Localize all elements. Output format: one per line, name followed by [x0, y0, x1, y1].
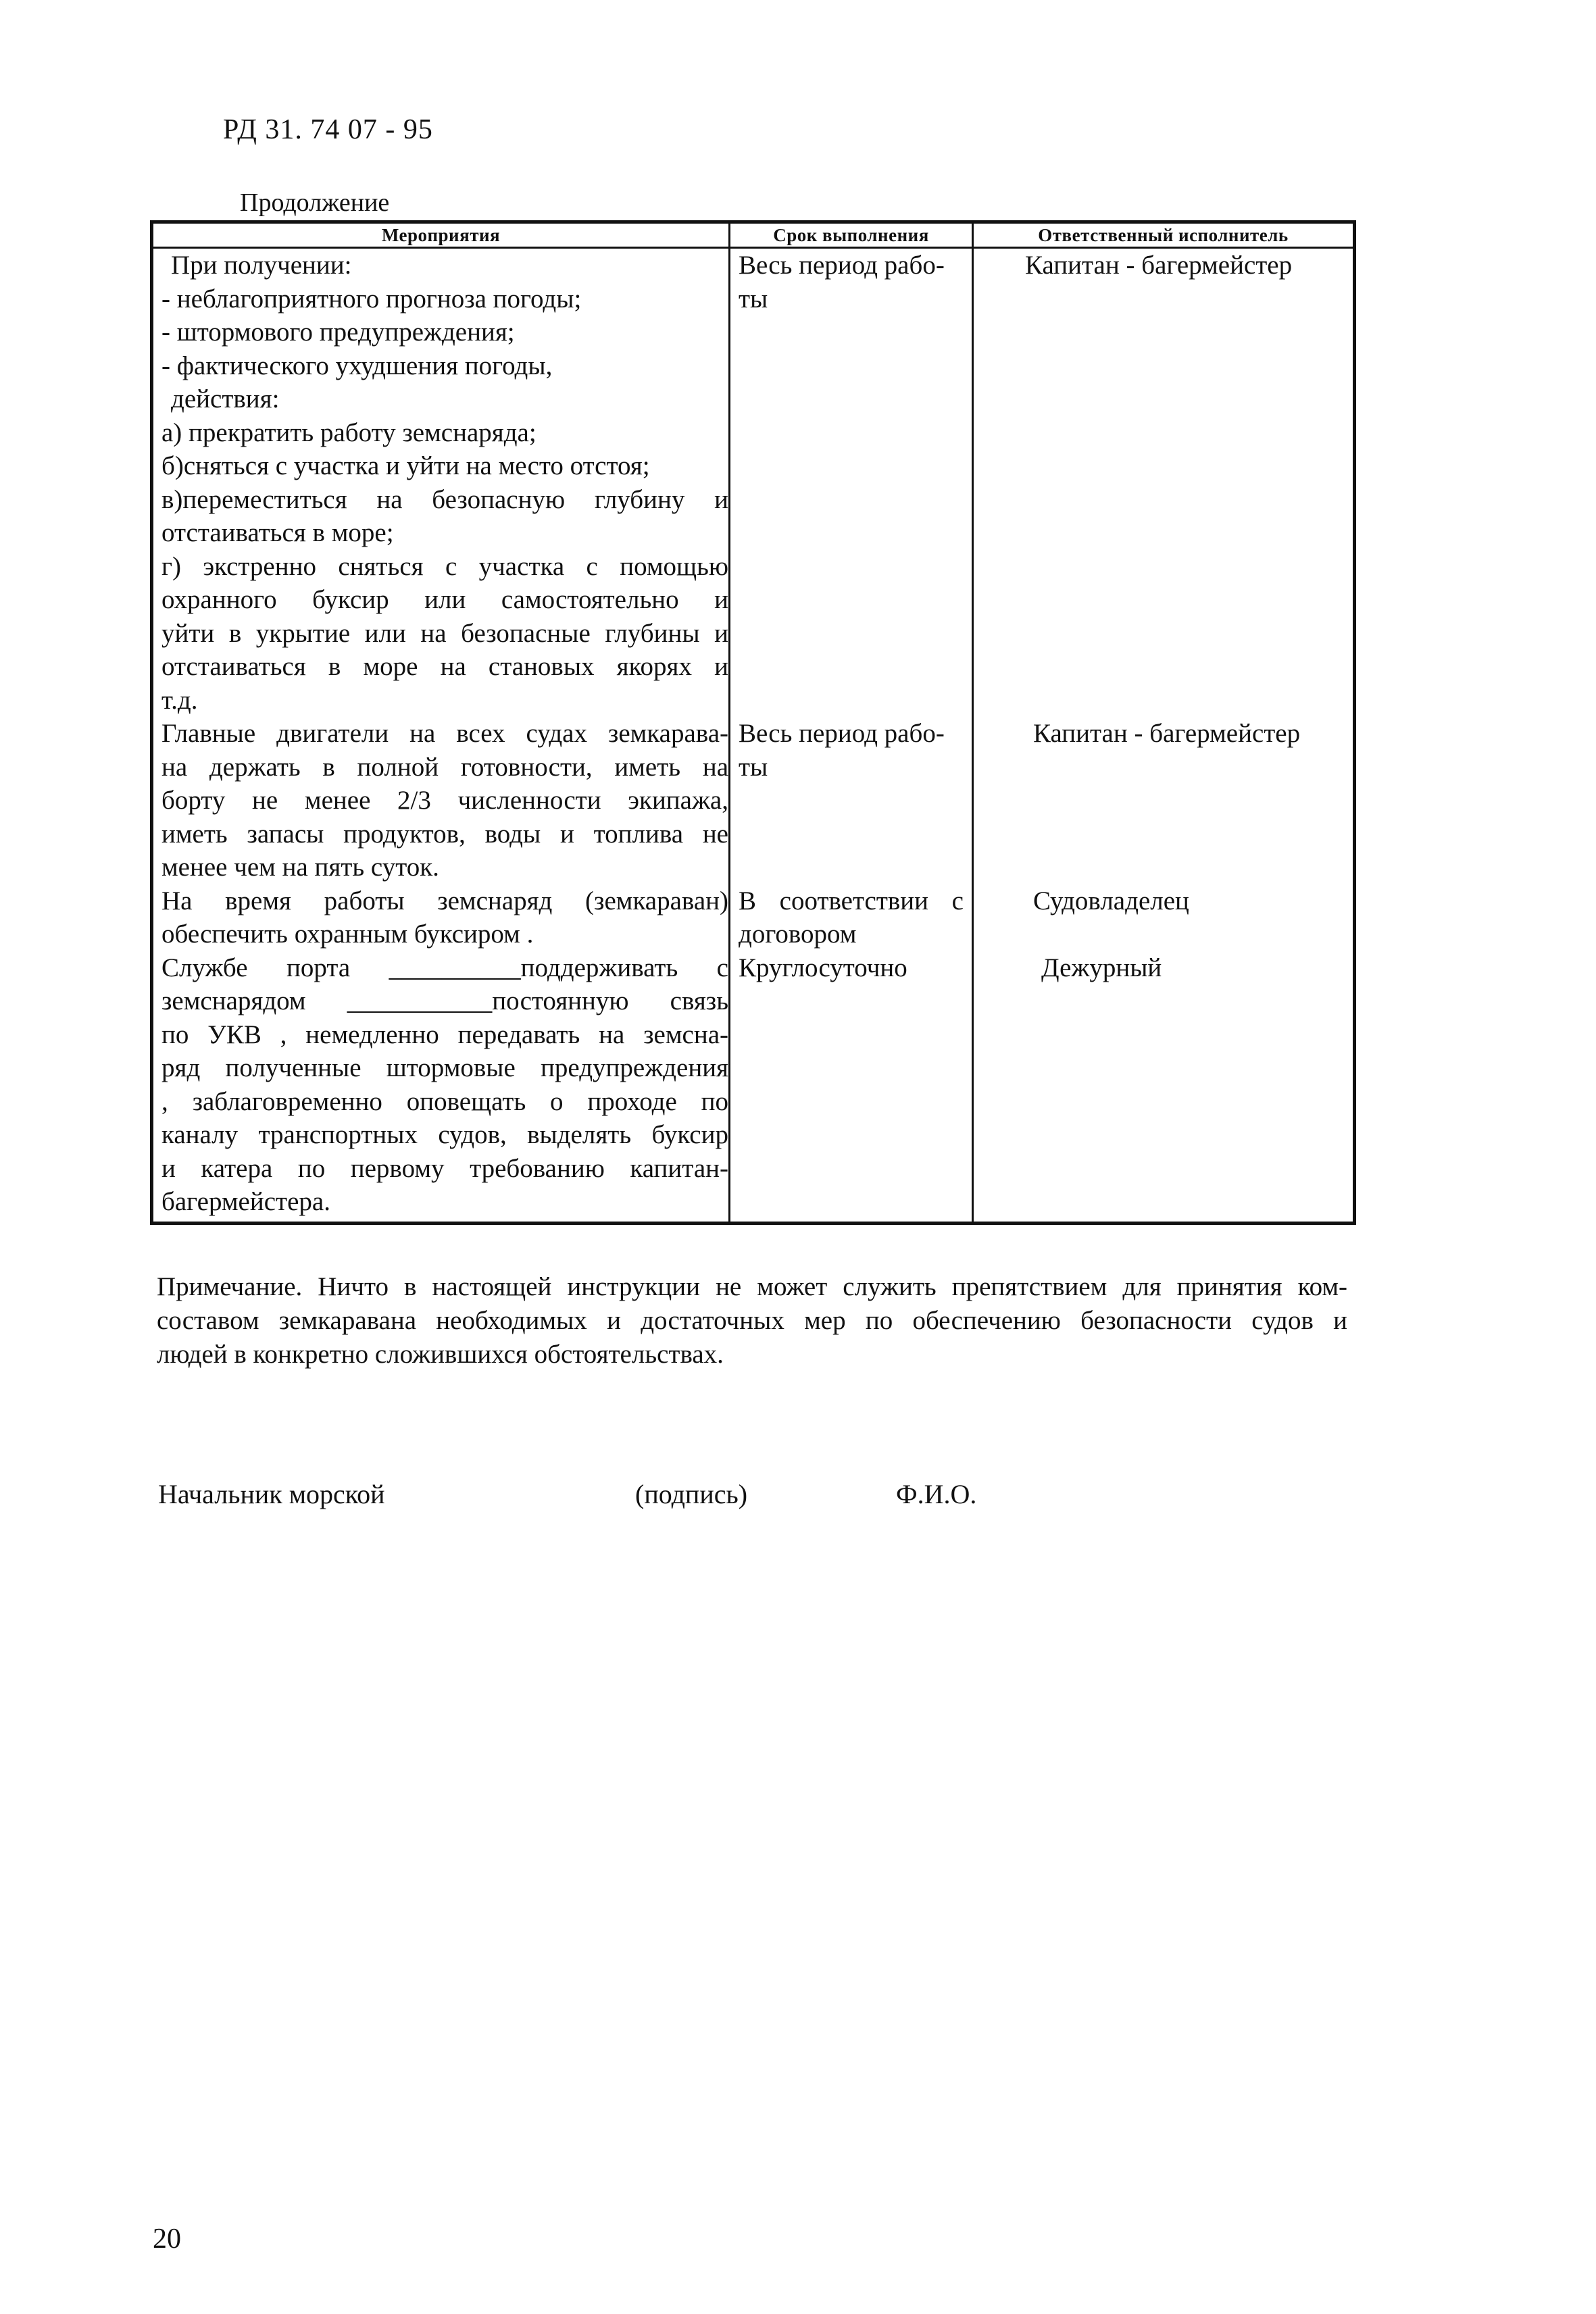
measure-line: При получении: — [171, 251, 352, 280]
measure-line: уйти в укрытие или на безопасные глубины и — [161, 618, 728, 648]
executor-name: Капитан - багермейстер — [1025, 251, 1293, 280]
note-paragraph — [157, 1270, 1347, 1372]
note-line: составом земкаравана необходимых и достаточных мер по обеспечению безопасности судов и — [157, 1306, 1347, 1335]
measure-line: ряд полученные штормовые предупреждения — [161, 1053, 728, 1082]
column-header-executor: Ответственный исполнитель — [973, 222, 1355, 248]
measure-line: а) прекратить работу земснаряда; — [161, 418, 537, 447]
measure-line: каналу транспортных судов, выделять буксир — [161, 1120, 728, 1149]
measure-line: Главные двигатели на всех судах земкарава- — [161, 719, 728, 748]
measure-line: охранного буксир или самостоятельно и — [161, 585, 728, 614]
executor-cell — [973, 884, 1355, 951]
term-line: ты — [739, 752, 768, 782]
measure-line: земснарядом ___________постоянную связь — [161, 986, 728, 1015]
term-line: договором — [739, 920, 857, 949]
term-cell — [730, 884, 973, 951]
executor-cell — [973, 717, 1355, 884]
table-row — [152, 951, 1355, 1224]
measure-line: отстаиваться в море на становых якорях и — [161, 652, 728, 681]
measure-line: г) экстренно сняться с участка с помощью — [161, 551, 728, 581]
measure-cell — [152, 884, 730, 951]
page-number: 20 — [153, 2223, 181, 2255]
measure-cell — [152, 717, 730, 884]
measure-line: и катера по первому требованию капитан- — [161, 1153, 728, 1183]
table-row — [152, 884, 1355, 951]
executor-cell — [973, 951, 1355, 1224]
term-line: Весь период рабо- — [739, 251, 945, 280]
measure-line: Службе порта __________поддерживать с — [161, 953, 728, 982]
measure-line: багермейстера. — [161, 1187, 330, 1216]
measure-line: - неблагоприятного прогноза погоды; — [161, 284, 582, 313]
signature-fio: Ф.И.О. — [896, 1479, 977, 1509]
measure-cell — [152, 951, 730, 1224]
table-row — [152, 717, 1355, 884]
term-line: В соответствии с — [739, 886, 964, 915]
table-row — [152, 248, 1355, 718]
measure-line: менее чем на пять суток. — [161, 853, 439, 882]
note-line: Примечание. Ничто в настоящей инструкции не может служить препятствием для принятия ком- — [157, 1272, 1347, 1301]
note-line: людей в конкретно сложившихся обстоятельствах. — [157, 1340, 724, 1369]
term-line: Весь период рабо- — [739, 719, 945, 748]
measure-line: б)сняться с участка и уйти на место отстоя; — [161, 451, 650, 480]
measures-table — [150, 220, 1356, 1225]
column-header-term: Срок выполнения — [730, 222, 973, 248]
measure-cell — [152, 248, 730, 718]
term-cell — [730, 951, 973, 1224]
signature-title: Начальник морской — [158, 1479, 385, 1509]
term-cell — [730, 717, 973, 884]
measure-line: на держать в полной готовности, иметь на — [161, 752, 728, 782]
term-cell — [730, 248, 973, 718]
term-line: ты — [739, 284, 768, 313]
measure-line: действия: — [171, 384, 280, 413]
measure-line: борту не менее 2/3 численности экипажа, — [161, 786, 728, 815]
executor-cell — [973, 248, 1355, 718]
measure-line: обеспечить охранным буксиром . — [161, 920, 534, 949]
executor-name: Дежурный — [1041, 953, 1162, 982]
signature-placeholder: (подпись) — [635, 1479, 748, 1509]
continuation-label: Продолжение — [240, 188, 390, 217]
measure-line: по УКВ , немедленно передавать на земсна- — [161, 1020, 728, 1049]
term-line: Круглосуточно — [739, 953, 907, 982]
executor-name: Судовладелец — [1033, 886, 1189, 915]
measure-line: в)переместиться на безопасную глубину и — [161, 484, 728, 514]
measure-line: отстаиваться в море; — [161, 518, 394, 547]
measure-line: иметь запасы продуктов, воды и топлива не — [161, 819, 728, 849]
measure-line: , заблаговременно оповещать о проходе по — [161, 1086, 728, 1116]
measure-line: т.д. — [161, 685, 198, 715]
document-code: РД 31. 74 07 - 95 — [223, 114, 433, 145]
executor-name: Капитан - багермейстер — [1033, 719, 1301, 748]
table-header-row — [152, 222, 1355, 248]
measure-line: - штормового предупреждения; — [161, 318, 515, 347]
measure-line: - фактического ухудшения погоды, — [161, 351, 553, 380]
column-header-measures: Мероприятия — [152, 222, 730, 248]
measure-line: На время работы земснаряд (земкараван) — [161, 886, 728, 915]
